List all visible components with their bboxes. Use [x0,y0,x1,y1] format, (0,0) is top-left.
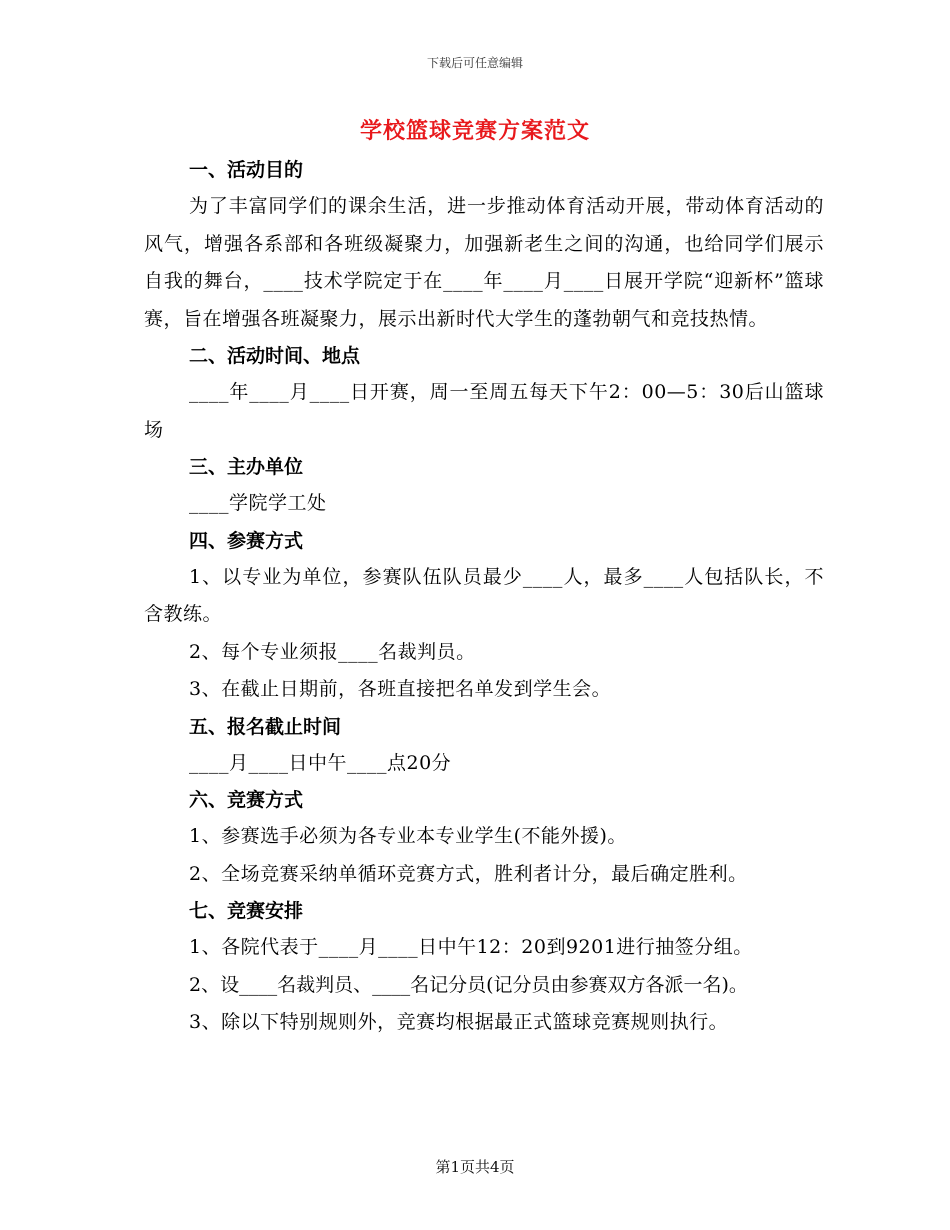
section-heading-deadline: 五、报名截止时间 [189,715,342,738]
list-item: 1、参赛选手必须为各专业本专业学生(不能外援)。 [189,825,627,847]
list-item: 2、设____名裁判员、____名记分员(记分员由参赛双方各派一名)。 [189,973,748,996]
section-heading-organizer: 三、主办单位 [189,456,304,478]
section-heading-time-place: 二、活动时间、地点 [189,345,361,367]
list-item: 3、除以下特别规则外，竞赛均根据最正式篮球竞赛规则执行。 [189,1011,729,1033]
page-number: 第1页共4页 [435,1158,515,1176]
list-item: 1、各院代表于____月____日中午12：20到9201进行抽签分组。 [189,936,753,958]
section-heading-competition-format: 六、竞赛方式 [189,789,304,811]
section-heading-schedule: 七、竞赛安排 [189,900,304,922]
header-note: 下载后可任意编辑 [426,56,523,70]
section-paragraph-time-place: ____年____月____日开赛，周一至周五每天下午2：00—5：30后山篮球场 [144,381,824,441]
list-item: 3、在截止日期前，各班直接把名单发到学生会。 [189,678,612,700]
section-paragraph-deadline: ____月____日中午____点20分 [189,751,452,774]
list-item: 1、以专业为单位，参赛队伍队员最少____人，最多____人包括队长，不含教练。 [144,565,824,625]
section-paragraph-organizer: ____学院学工处 [189,492,327,514]
section-paragraph-purpose: 为了丰富同学们的课余生活，进一步推动体育活动开展，带动体育活动的风气，增强各系部和各班级凝聚力，加强新老生之间的沟通，也给同学们展示自我的舞台，____技术学院定于在____年____月____日展开学院“迎新杯”篮球赛，旨在增强各班凝聚力，展示出新时代大学生的蓬勃朝气和竞技热情。 [144,195,824,330]
list-item: 2、全场竞赛采纳单循环竞赛方式，胜利者计分，最后确定胜利。 [189,862,748,885]
document-body [144,152,824,1042]
document-title: 学校篮球竞赛方案范文 [359,118,590,144]
section-heading-participation: 四、参赛方式 [189,529,304,552]
section-heading-purpose: 一、活动目的 [189,159,304,181]
list-item: 2、每个专业须报____名裁判员。 [189,640,476,663]
